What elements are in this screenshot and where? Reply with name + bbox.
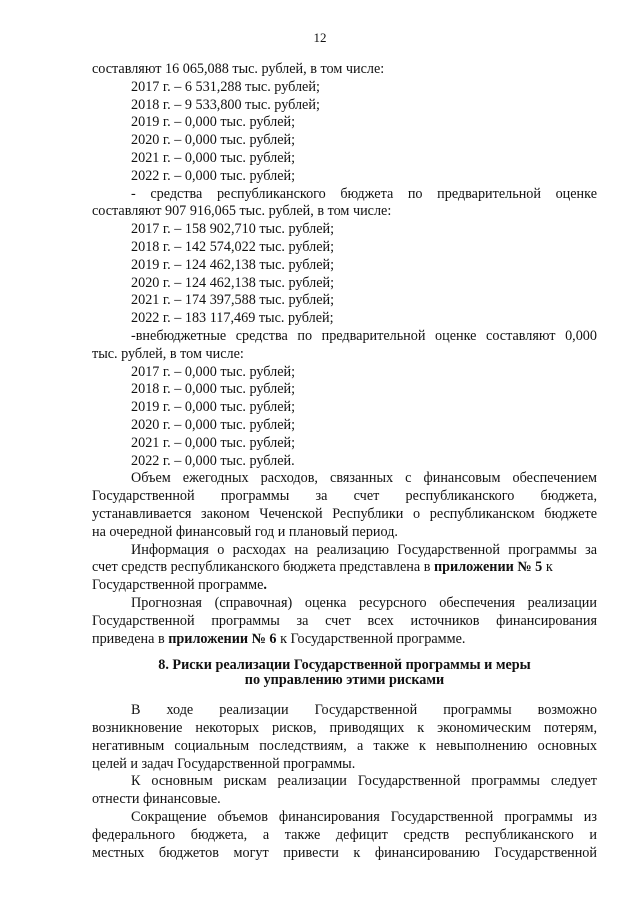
text-line: -внебюджетные средства по предварительной оценке составляют 0,000: [131, 327, 597, 344]
section-heading-line: 8. Риски реализации Государственной программы и меры: [158, 657, 531, 674]
text-line: местных бюджетов могут привести к финансированию Государственной: [92, 844, 597, 861]
text-line: 2017 г. – 6 531,288 тыс. рублей;: [131, 78, 320, 95]
text-line: тыс. рублей, в том числе:: [92, 345, 244, 362]
text-line: 2021 г. – 174 397,588 тыс. рублей;: [131, 292, 335, 309]
text-line: Прогнозная (справочная) оценка ресурсного обеспечения реализации: [131, 594, 597, 611]
text-line: В ходе реализации Государственной программы возможно: [131, 702, 597, 719]
text-line: 2019 г. – 0,000 тыс. рублей;: [131, 114, 296, 131]
text-line: 2021 г. – 0,000 тыс. рублей;: [131, 434, 296, 451]
text-line: составляют 907 916,065 тыс. рублей, в том числе:: [92, 203, 392, 220]
page-body: [92, 61, 597, 862]
text-line: федерального бюджета, а также дефицит средств республиканского и: [92, 826, 597, 843]
text-line: 2018 г. – 142 574,022 тыс. рублей;: [131, 238, 335, 255]
text-line: 2019 г. – 0,000 тыс. рублей;: [131, 399, 296, 416]
text-line: 2017 г. – 0,000 тыс. рублей;: [131, 363, 296, 380]
text-line: 2019 г. – 124 462,138 тыс. рублей;: [131, 256, 335, 273]
text-line: негативным социальным последствиям, а также к невыполнению основных: [92, 737, 597, 754]
text-line: Сокращение объемов финансирования Государственной программы из: [131, 809, 597, 826]
text-line: 2017 г. – 158 902,710 тыс. рублей;: [131, 221, 335, 238]
appendix-6-reference: приложении № 6: [168, 630, 277, 647]
text-line: 2022 г. – 0,000 тыс. рублей;: [131, 167, 296, 184]
appendix-5-reference: приложении № 5: [433, 559, 543, 576]
section-heading-line: по управлению этими рисками: [244, 672, 445, 689]
text-line: 2018 г. – 9 533,800 тыс. рублей;: [131, 96, 320, 113]
section-heading: [92, 658, 597, 688]
text-line: 2020 г. – 0,000 тыс. рублей;: [131, 132, 296, 149]
text-line: отнести финансовые.: [92, 791, 221, 808]
text-line: К основным рискам реализации Государственной программы следует: [131, 773, 597, 790]
text-line: 2022 г. – 183 117,469 тыс. рублей;: [131, 310, 334, 327]
text-line: 2020 г. – 0,000 тыс. рублей;: [131, 416, 296, 433]
text-line: - средства республиканского бюджета по предварительной оценке: [131, 185, 597, 202]
text-line: 2020 г. – 124 462,138 тыс. рублей;: [131, 274, 335, 291]
text-line: Государственной программы за счет всех источников финансирования: [92, 612, 597, 629]
forecast-paragraph: [92, 595, 597, 631]
funding-sources-block: [92, 61, 597, 559]
text-line: возникновение некоторых рисков, приводящих к экономическим потерям,: [92, 720, 597, 737]
text-line: на очередной финансовый год и плановый период.: [92, 523, 398, 540]
text-line: Государственной программы за счет республиканского бюджета,: [92, 488, 597, 505]
page-number: 12: [313, 30, 327, 45]
risks-block: [92, 702, 597, 862]
text-line: целей и задач Государственной программы.: [92, 755, 356, 772]
text-line: 2022 г. – 0,000 тыс. рублей.: [131, 452, 295, 469]
text-line: Государственной программе.: [92, 577, 267, 594]
text-line: приведена в приложении № 6 к Государственной программе.: [92, 630, 466, 647]
text-line: Объем ежегодных расходов, связанных с финансовым обеспечением: [131, 470, 597, 487]
text-line: 2021 г. – 0,000 тыс. рублей;: [131, 149, 296, 166]
text-line: счет средств республиканского бюджета представлена в приложении № 5 к: [92, 559, 553, 576]
text-line: составляют 16 065,088 тыс. рублей, в том числе:: [92, 61, 385, 77]
text-line: Информация о расходах на реализацию Государственной программы за: [131, 541, 597, 558]
text-line: устанавливается законом Чеченской Республики о республиканском бюджете: [92, 505, 597, 522]
text-line: 2018 г. – 0,000 тыс. рублей;: [131, 381, 296, 398]
